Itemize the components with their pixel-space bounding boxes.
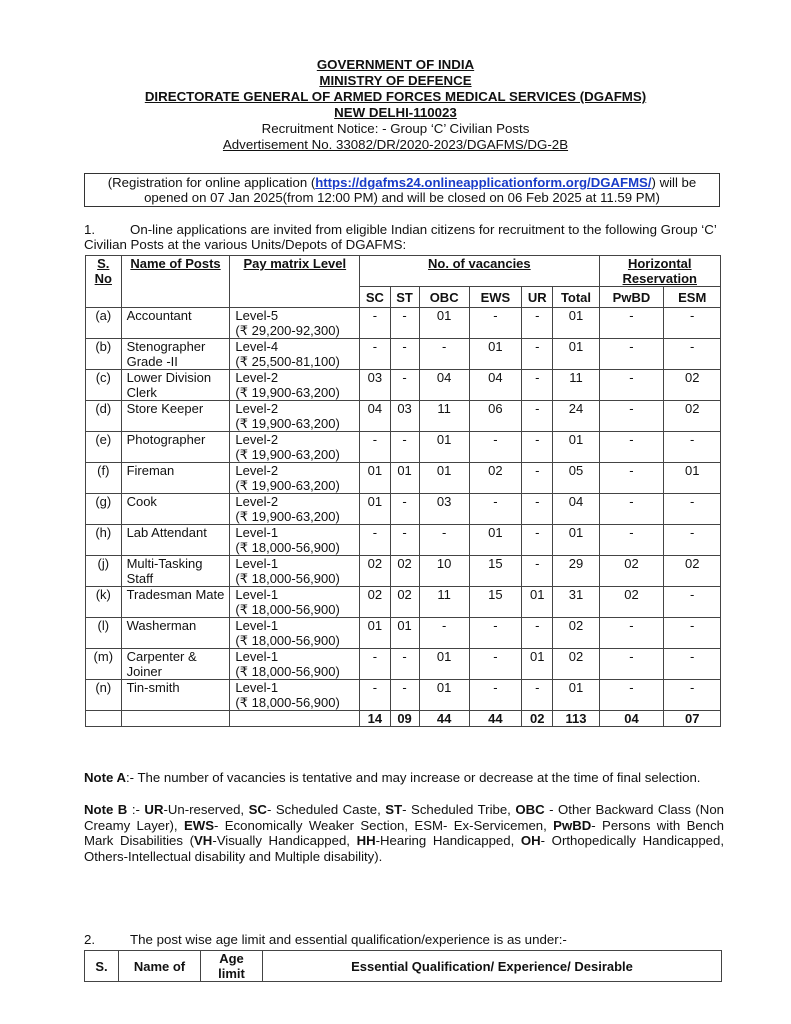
cell-total: 01 bbox=[553, 339, 599, 370]
cell-pay-level bbox=[230, 463, 360, 494]
cell-ews: 15 bbox=[469, 587, 521, 618]
cell-esm: - bbox=[664, 649, 721, 680]
cell-sno: (g) bbox=[86, 494, 122, 525]
header-ministry: MINISTRY OF DEFENCE bbox=[319, 73, 472, 88]
pay-level: Level-5 bbox=[235, 308, 279, 323]
cell-obc: 01 bbox=[419, 649, 469, 680]
cell-total: 24 bbox=[553, 401, 599, 432]
table-row bbox=[86, 618, 721, 649]
note-b-abbreviation: PwBD bbox=[553, 817, 592, 833]
cell-st: - bbox=[390, 680, 419, 711]
note-b-text: - Orthopedically Handicapped, Others-Intellectual disability and Multiple disability). bbox=[84, 833, 724, 864]
cell-sno: (c) bbox=[86, 370, 122, 401]
cell-total: 04 bbox=[553, 494, 599, 525]
pay-level: Level-1 bbox=[235, 618, 279, 633]
header-pay-matrix: Pay matrix Level bbox=[230, 256, 360, 308]
cell-obc: - bbox=[419, 525, 469, 556]
total-total: 113 bbox=[553, 711, 599, 727]
cell-ur: - bbox=[522, 556, 553, 587]
cell-st: - bbox=[390, 432, 419, 463]
cell-sc: - bbox=[360, 339, 390, 370]
cell-sno: (b) bbox=[86, 339, 122, 370]
cell-ur: - bbox=[522, 463, 553, 494]
cell-obc: - bbox=[419, 618, 469, 649]
cell-st: 01 bbox=[390, 463, 419, 494]
header-ews: EWS bbox=[469, 287, 521, 308]
cell-sno: (m) bbox=[86, 649, 122, 680]
cell-pwbd: - bbox=[599, 680, 664, 711]
pay-range: (₹ 18,000-56,900) bbox=[235, 664, 340, 679]
cell-sc: 01 bbox=[360, 463, 390, 494]
cell-sc: 02 bbox=[360, 587, 390, 618]
cell-pay-level bbox=[230, 556, 360, 587]
table-row bbox=[86, 680, 721, 711]
header-sc: SC bbox=[360, 287, 390, 308]
total-st: 09 bbox=[390, 711, 419, 727]
cell-sc: - bbox=[360, 680, 390, 711]
empty-cell bbox=[86, 711, 122, 727]
cell-ews: 06 bbox=[469, 401, 521, 432]
note-b-text: - Economically Weaker Section, ESM- Ex-Servicemen, bbox=[214, 817, 554, 833]
cell-sno: (l) bbox=[86, 618, 122, 649]
cell-total: 31 bbox=[553, 587, 599, 618]
cell-post-name: Accountant bbox=[121, 308, 230, 339]
table-row bbox=[86, 494, 721, 525]
pay-range: (₹ 19,900-63,200) bbox=[235, 509, 340, 524]
note-b-abbreviation: VH bbox=[194, 833, 213, 848]
note-b-abbreviation: OBC bbox=[515, 802, 545, 817]
header-obc: OBC bbox=[419, 287, 469, 308]
cell-sc: 04 bbox=[360, 401, 390, 432]
cell-esm: - bbox=[664, 308, 721, 339]
qual-header-sno: S. bbox=[85, 951, 119, 982]
pay-range: (₹ 18,000-56,900) bbox=[235, 602, 340, 617]
cell-post-name: Fireman bbox=[121, 463, 230, 494]
cell-ews: - bbox=[469, 432, 521, 463]
pay-range: (₹ 19,900-63,200) bbox=[235, 385, 340, 400]
paragraph-2 bbox=[84, 932, 724, 947]
note-b bbox=[84, 802, 724, 864]
note-b-text: - Scheduled Tribe, bbox=[402, 802, 516, 817]
total-obc: 44 bbox=[419, 711, 469, 727]
qual-header-name: Name of bbox=[119, 951, 201, 982]
cell-sc: - bbox=[360, 649, 390, 680]
cell-pwbd: - bbox=[599, 525, 664, 556]
registration-prefix: (Registration for online application ( bbox=[107, 175, 316, 190]
cell-pwbd: 02 bbox=[599, 587, 664, 618]
cell-pwbd: - bbox=[599, 432, 664, 463]
cell-ews: - bbox=[469, 680, 521, 711]
note-b-text: - Scheduled Caste, bbox=[266, 802, 386, 817]
note-b-abbreviation: UR bbox=[144, 802, 164, 817]
cell-ews: - bbox=[469, 618, 521, 649]
cell-post-name: Washerman bbox=[121, 618, 230, 649]
cell-pay-level bbox=[230, 587, 360, 618]
cell-ur: - bbox=[522, 401, 553, 432]
pay-range: (₹ 25,500-81,100) bbox=[235, 354, 340, 369]
cell-pwbd: - bbox=[599, 463, 664, 494]
cell-esm: - bbox=[664, 587, 721, 618]
table-row bbox=[86, 308, 721, 339]
table-row bbox=[86, 525, 721, 556]
registration-box bbox=[84, 173, 720, 207]
cell-st: - bbox=[390, 339, 419, 370]
cell-post-name: Photographer bbox=[121, 432, 230, 463]
cell-sc: - bbox=[360, 525, 390, 556]
qual-header-age-limit: Age limit bbox=[201, 951, 263, 982]
cell-pay-level bbox=[230, 432, 360, 463]
header-total: Total bbox=[553, 287, 599, 308]
cell-esm: 02 bbox=[664, 401, 721, 432]
cell-post-name: Cook bbox=[121, 494, 230, 525]
cell-st: - bbox=[390, 370, 419, 401]
cell-esm: - bbox=[664, 680, 721, 711]
cell-sno: (n) bbox=[86, 680, 122, 711]
cell-st: - bbox=[390, 525, 419, 556]
registration-suffix: ) will be opened on 07 Jan 2025(from 12:00 PM) and will be closed on 06 Feb 2025 at 11.59 PM) bbox=[144, 175, 697, 205]
pay-level: Level-2 bbox=[235, 432, 279, 447]
pay-level: Level-2 bbox=[235, 494, 279, 509]
registration-link[interactable]: https://dgafms24.onlineapplicationform.org/DGAFMS/ bbox=[315, 175, 652, 190]
cell-sno: (k) bbox=[86, 587, 122, 618]
cell-sc: - bbox=[360, 432, 390, 463]
note-b-abbreviation: HH bbox=[356, 833, 376, 848]
pay-range: (₹ 18,000-56,900) bbox=[235, 571, 340, 586]
header-st: ST bbox=[390, 287, 419, 308]
cell-post-name: Tradesman Mate bbox=[121, 587, 230, 618]
total-esm: 07 bbox=[664, 711, 721, 727]
header-esm: ESM bbox=[664, 287, 721, 308]
totals-row bbox=[86, 711, 721, 727]
note-a-text: :- The number of vacancies is tentative and may increase or decrease at the time of final selection. bbox=[126, 770, 701, 785]
pay-range: (₹ 29,200-92,300) bbox=[235, 323, 340, 338]
cell-obc: 01 bbox=[419, 432, 469, 463]
pay-level: Level-2 bbox=[235, 401, 279, 416]
header-directorate: DIRECTORATE GENERAL OF ARMED FORCES MEDICAL SERVICES (DGAFMS) bbox=[144, 89, 647, 104]
note-a bbox=[84, 770, 724, 786]
note-a-label: Note A bbox=[84, 770, 127, 785]
cell-sno: (d) bbox=[86, 401, 122, 432]
header-ur: UR bbox=[522, 287, 553, 308]
cell-ews: 01 bbox=[469, 339, 521, 370]
cell-obc: 11 bbox=[419, 401, 469, 432]
cell-pay-level bbox=[230, 401, 360, 432]
cell-sno: (e) bbox=[86, 432, 122, 463]
total-ur: 02 bbox=[522, 711, 553, 727]
pay-level: Level-2 bbox=[235, 463, 279, 478]
header-government: GOVERNMENT OF INDIA bbox=[316, 57, 475, 72]
cell-ur: - bbox=[522, 339, 553, 370]
qual-header-qualification: Essential Qualification/ Experience/ Desirable bbox=[263, 951, 722, 982]
note-b-text: -Visually Handicapped, bbox=[212, 833, 357, 848]
document-header bbox=[0, 57, 791, 153]
table-row bbox=[86, 649, 721, 680]
header-horizontal-reservation: Horizontal Reservation bbox=[599, 256, 720, 287]
pay-range: (₹ 18,000-56,900) bbox=[235, 695, 340, 710]
cell-pay-level bbox=[230, 618, 360, 649]
cell-st: 02 bbox=[390, 556, 419, 587]
header-sno: S. No bbox=[86, 256, 122, 308]
empty-cell bbox=[230, 711, 360, 727]
cell-esm: 02 bbox=[664, 556, 721, 587]
cell-total: 01 bbox=[553, 680, 599, 711]
cell-ur: - bbox=[522, 494, 553, 525]
cell-post-name: Stenographer Grade -II bbox=[121, 339, 230, 370]
cell-ews: - bbox=[469, 649, 521, 680]
cell-post-name: Lower Division Clerk bbox=[121, 370, 230, 401]
cell-total: 11 bbox=[553, 370, 599, 401]
table-row bbox=[86, 463, 721, 494]
table-row bbox=[86, 587, 721, 618]
cell-ur: - bbox=[522, 525, 553, 556]
cell-obc: 11 bbox=[419, 587, 469, 618]
cell-st: 01 bbox=[390, 618, 419, 649]
note-b-abbreviation: EWS bbox=[183, 817, 214, 833]
cell-pwbd: - bbox=[599, 401, 664, 432]
vacancy-table bbox=[85, 255, 721, 727]
header-name-of-posts: Name of Posts bbox=[121, 256, 230, 308]
qualification-table bbox=[84, 950, 722, 982]
cell-pwbd: - bbox=[599, 308, 664, 339]
cell-sc: 03 bbox=[360, 370, 390, 401]
cell-esm: - bbox=[664, 494, 721, 525]
cell-total: 01 bbox=[553, 432, 599, 463]
cell-ews: 04 bbox=[469, 370, 521, 401]
cell-obc: 04 bbox=[419, 370, 469, 401]
total-ews: 44 bbox=[469, 711, 521, 727]
paragraph-1-number: 1. bbox=[84, 222, 96, 237]
pay-range: (₹ 19,900-63,200) bbox=[235, 416, 340, 431]
pay-range: (₹ 18,000-56,900) bbox=[235, 540, 340, 555]
table-row bbox=[86, 370, 721, 401]
cell-ews: - bbox=[469, 494, 521, 525]
pay-level: Level-1 bbox=[235, 556, 279, 571]
pay-range: (₹ 19,900-63,200) bbox=[235, 447, 340, 462]
cell-pay-level bbox=[230, 339, 360, 370]
table-row bbox=[86, 556, 721, 587]
cell-ur: - bbox=[522, 432, 553, 463]
cell-st: - bbox=[390, 494, 419, 525]
cell-obc: 01 bbox=[419, 680, 469, 711]
note-b-abbreviation: ST bbox=[385, 802, 403, 817]
note-b-text: :- bbox=[131, 802, 145, 817]
cell-sc: 01 bbox=[360, 618, 390, 649]
header-pwbd: PwBD bbox=[599, 287, 664, 308]
pay-level: Level-1 bbox=[235, 649, 279, 664]
cell-sc: 01 bbox=[360, 494, 390, 525]
cell-st: 03 bbox=[390, 401, 419, 432]
cell-sc: - bbox=[360, 308, 390, 339]
pay-level: Level-1 bbox=[235, 680, 279, 695]
cell-total: 02 bbox=[553, 649, 599, 680]
pay-level: Level-2 bbox=[235, 370, 279, 385]
cell-pwbd: - bbox=[599, 339, 664, 370]
paragraph-2-number: 2. bbox=[84, 932, 96, 947]
cell-pwbd: - bbox=[599, 649, 664, 680]
cell-obc: 01 bbox=[419, 308, 469, 339]
cell-sc: 02 bbox=[360, 556, 390, 587]
note-b-abbreviation: OH bbox=[520, 833, 541, 848]
cell-pay-level bbox=[230, 370, 360, 401]
cell-sno: (j) bbox=[86, 556, 122, 587]
cell-ur: - bbox=[522, 680, 553, 711]
cell-total: 01 bbox=[553, 525, 599, 556]
cell-obc: 01 bbox=[419, 463, 469, 494]
cell-esm: 02 bbox=[664, 370, 721, 401]
cell-sno: (h) bbox=[86, 525, 122, 556]
pay-level: Level-1 bbox=[235, 587, 279, 602]
pay-level: Level-1 bbox=[235, 525, 279, 540]
cell-ur: - bbox=[522, 308, 553, 339]
cell-pay-level bbox=[230, 680, 360, 711]
cell-pwbd: - bbox=[599, 494, 664, 525]
cell-post-name: Store Keeper bbox=[121, 401, 230, 432]
cell-pwbd: - bbox=[599, 370, 664, 401]
cell-sno: (f) bbox=[86, 463, 122, 494]
pay-level: Level-4 bbox=[235, 339, 279, 354]
cell-ur: 01 bbox=[522, 587, 553, 618]
pay-range: (₹ 19,900-63,200) bbox=[235, 478, 340, 493]
cell-st: 02 bbox=[390, 587, 419, 618]
empty-cell bbox=[121, 711, 230, 727]
cell-obc: 03 bbox=[419, 494, 469, 525]
paragraph-1 bbox=[84, 222, 724, 252]
cell-st: - bbox=[390, 649, 419, 680]
cell-ews: - bbox=[469, 308, 521, 339]
total-pwbd: 04 bbox=[599, 711, 664, 727]
header-vacancies: No. of vacancies bbox=[360, 256, 599, 287]
note-b-label: Note B bbox=[84, 802, 128, 817]
cell-post-name: Multi-Tasking Staff bbox=[121, 556, 230, 587]
cell-esm: 01 bbox=[664, 463, 721, 494]
cell-total: 29 bbox=[553, 556, 599, 587]
cell-pay-level bbox=[230, 308, 360, 339]
cell-total: 05 bbox=[553, 463, 599, 494]
cell-total: 01 bbox=[553, 308, 599, 339]
cell-ews: 15 bbox=[469, 556, 521, 587]
note-b-text: -Hearing Handicapped, bbox=[375, 833, 521, 848]
cell-total: 02 bbox=[553, 618, 599, 649]
total-sc: 14 bbox=[360, 711, 390, 727]
table-row bbox=[86, 432, 721, 463]
cell-ur: 01 bbox=[522, 649, 553, 680]
header-address: NEW DELHI-110023 bbox=[334, 105, 457, 120]
note-b-text: -Un-reserved, bbox=[163, 802, 249, 817]
table-row bbox=[86, 339, 721, 370]
cell-pay-level bbox=[230, 525, 360, 556]
cell-ur: - bbox=[522, 370, 553, 401]
cell-pwbd: 02 bbox=[599, 556, 664, 587]
note-b-text: - Persons with Bench Mark Disabilities ( bbox=[84, 817, 724, 848]
cell-obc: 10 bbox=[419, 556, 469, 587]
cell-pay-level bbox=[230, 494, 360, 525]
cell-post-name: Tin-smith bbox=[121, 680, 230, 711]
paragraph-1-text: On-line applications are invited from eligible Indian citizens for recruitment to the following Group ‘C’ Civilian Posts at the various Units/Depots of DGAFMS: bbox=[84, 222, 717, 252]
cell-sno: (a) bbox=[86, 308, 122, 339]
header-advertisement-number: Advertisement No. 33082/DR/2020-2023/DGAFMS/DG-2B bbox=[222, 137, 569, 152]
paragraph-2-text: The post wise age limit and essential qualification/experience is as under:- bbox=[130, 932, 567, 947]
cell-st: - bbox=[390, 308, 419, 339]
cell-ews: 01 bbox=[469, 525, 521, 556]
cell-post-name: Carpenter & Joiner bbox=[121, 649, 230, 680]
header-notice-title: Recruitment Notice: - Group ‘C’ Civilian Posts bbox=[261, 121, 530, 136]
cell-pay-level bbox=[230, 649, 360, 680]
cell-post-name: Lab Attendant bbox=[121, 525, 230, 556]
cell-esm: - bbox=[664, 339, 721, 370]
note-b-abbreviation: SC bbox=[248, 802, 267, 817]
cell-obc: - bbox=[419, 339, 469, 370]
cell-esm: - bbox=[664, 525, 721, 556]
cell-esm: - bbox=[664, 618, 721, 649]
cell-ews: 02 bbox=[469, 463, 521, 494]
pay-range: (₹ 18,000-56,900) bbox=[235, 633, 340, 648]
table-row bbox=[86, 401, 721, 432]
note-b-text: - Other Backward Class (Non Creamy Layer), bbox=[84, 802, 724, 833]
cell-ur: - bbox=[522, 618, 553, 649]
cell-pwbd: - bbox=[599, 618, 664, 649]
cell-esm: - bbox=[664, 432, 721, 463]
